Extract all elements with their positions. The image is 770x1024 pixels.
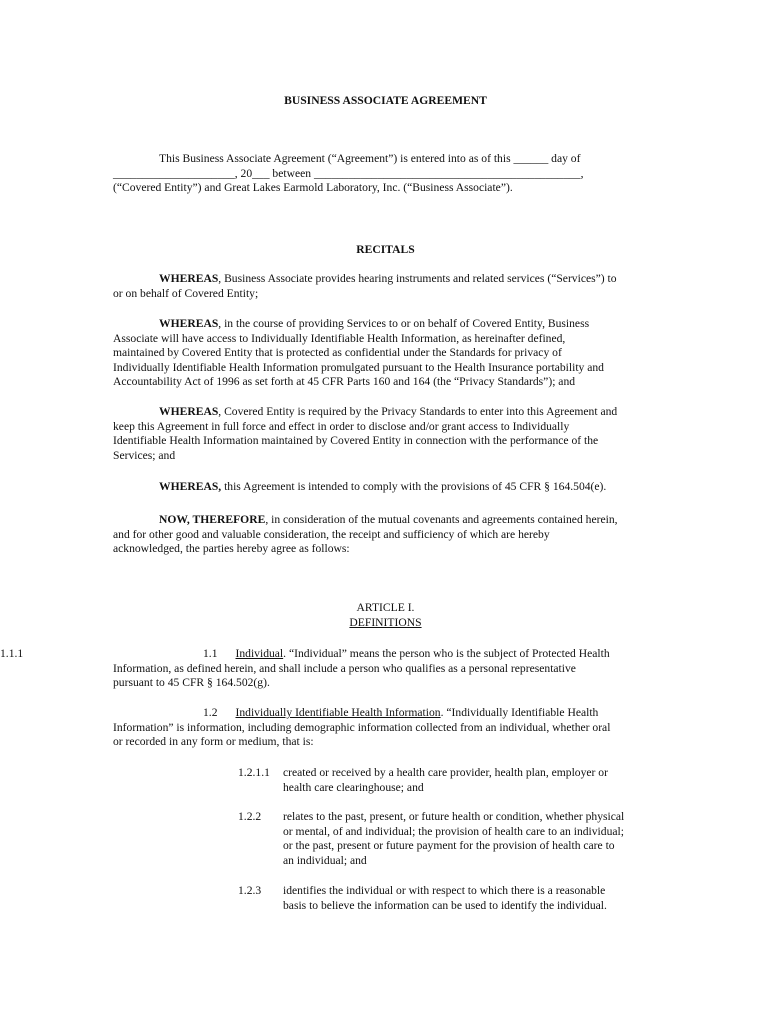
section-number: 1.2 [203, 706, 218, 719]
list-item-1-2-2: 1.2.2 relates to the past, present, or future health or condition, whether physical or mental, of and individual; the provision of health care to an individual; or the past, present or future payment for the provision of health care to an individual; and [238, 810, 625, 867]
whereas-paragraph-4: WHEREAS, this Agreement is intended to comply with the provisions of 45 CFR § 164.504(e). [159, 480, 607, 493]
margin-section-number: 1.1.1 [0, 647, 24, 660]
whereas-paragraph-2: WHEREAS, in the course of providing Services to or on behalf of Covered Entity, Business Associate will have access to Individually Identifiable Health Information, as hereinafter defined, maintained by Covered Entity that is protected as confidential under the Standards for privacy of Individually Identifiable Health Information promulgated pursuant to the Health Insurance portability and Accountability Act of 1996 as set forth at 45 CFR Parts 160 and 164 (the “Privacy Standards”); and [113, 317, 604, 389]
section-term: Individually Identifiable Health Information [235, 706, 441, 719]
whereas-paragraph-3: WHEREAS, Covered Entity is required by the Privacy Standards to enter into this Agreement and keep this Agreement in full force and effect in order to disclose and/or grant access to Individually Identifiable Health Information maintained by Covered Entity in connection with the performance of the Services; and [113, 405, 618, 462]
whereas-paragraph-1: WHEREAS, Business Associate provides hearing instruments and related services (“Services”) to or on behalf of Covered Entity; [113, 272, 617, 300]
section-term: Individual [235, 647, 284, 660]
list-item-1-2-1-1: 1.2.1.1 created or received by a health care provider, health plan, employer or health care clearinghouse; and [238, 766, 608, 794]
now-therefore-paragraph: NOW, THEREFORE, in consideration of the mutual covenants and agreements contained herein, and for other good and valuable consideration, the receipt and sufficiency of which are hereby acknowledged, the parties hereby agree as follows: [113, 513, 618, 556]
recitals-heading: RECITALS [356, 243, 415, 256]
intro-paragraph: This Business Associate Agreement (“Agreement”) is entered into as of this ______ day of _____________________, 20___ between ______________________________________________, (“Covered Entity”) and Great Lakes Earmold Laboratory, Inc. (“Business Associate”). [113, 152, 584, 195]
document-title: BUSINESS ASSOCIATE AGREEMENT [284, 94, 487, 107]
section-1-2: 1.2 Individually Identifiable Health Information. “Individually Identifiable Health Information” is information, including demographic information collected from an individual, whether oral or recorded in any form or medium, that is: [113, 706, 611, 749]
list-item-number: 1.2.1.1 [238, 766, 270, 779]
article-title: ARTICLE I. [356, 601, 415, 614]
section-1-1: 1.1 Individual. “Individual” means the person who is the subject of Protected Health Information, as defined herein, and shall include a person who qualifies as a personal representative pursuant to 45 CFR § 164.502(g). [113, 647, 610, 690]
section-number: 1.1 [203, 647, 218, 660]
list-item-number: 1.2.2 [238, 810, 262, 823]
list-item-1-2-3: 1.2.3 identifies the individual or with respect to which there is a reasonable basis to believe the information can be used to identify the individual. [238, 884, 607, 912]
list-item-number: 1.2.3 [238, 884, 262, 897]
article-heading [113, 601, 658, 630]
article-subtitle: DEFINITIONS [349, 615, 422, 629]
